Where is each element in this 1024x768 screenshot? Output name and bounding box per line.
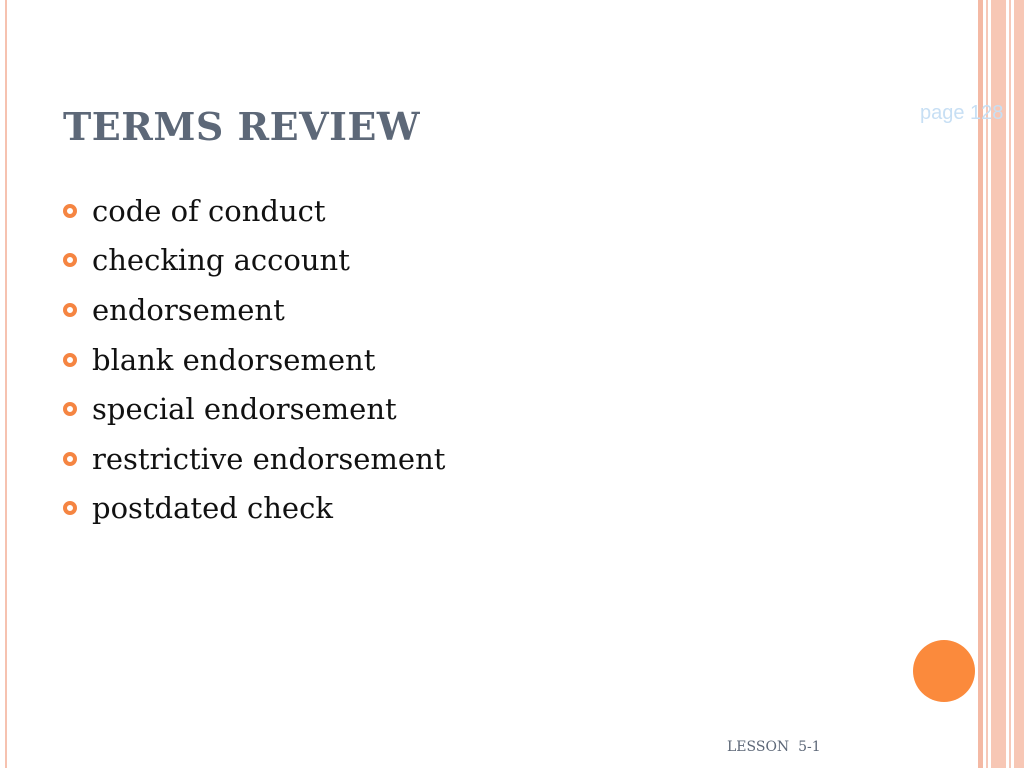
- term-text: restrictive endorsement: [92, 441, 446, 476]
- ring-bullet-icon: [63, 204, 77, 218]
- ring-bullet-icon: [63, 402, 77, 416]
- terms-list: [63, 186, 445, 533]
- list-item: [63, 186, 445, 236]
- page-reference: page 128: [920, 102, 1004, 124]
- left-border-line: [5, 0, 7, 768]
- ring-bullet-icon: [63, 303, 77, 317]
- list-item: [63, 236, 445, 286]
- term-text: special endorsement: [92, 392, 397, 427]
- list-item: [63, 434, 445, 484]
- list-item: [63, 384, 445, 434]
- right-stripe: [1014, 0, 1024, 768]
- orange-circle-icon: [913, 640, 975, 702]
- slide-title: TERMS REVIEW: [63, 104, 420, 149]
- right-stripe: [1009, 0, 1011, 768]
- term-text: code of conduct: [92, 193, 326, 228]
- ring-bullet-icon: [63, 253, 77, 267]
- ring-bullet-icon: [63, 452, 77, 466]
- term-text: checking account: [92, 243, 350, 278]
- ring-bullet-icon: [63, 353, 77, 367]
- term-text: endorsement: [92, 292, 285, 327]
- list-item: [63, 484, 445, 534]
- lesson-footer: LESSON 5-1: [727, 739, 821, 755]
- term-text: postdated check: [92, 491, 333, 526]
- list-item: [63, 335, 445, 385]
- list-item: [63, 285, 445, 335]
- ring-bullet-icon: [63, 501, 77, 515]
- term-text: blank endorsement: [92, 342, 376, 377]
